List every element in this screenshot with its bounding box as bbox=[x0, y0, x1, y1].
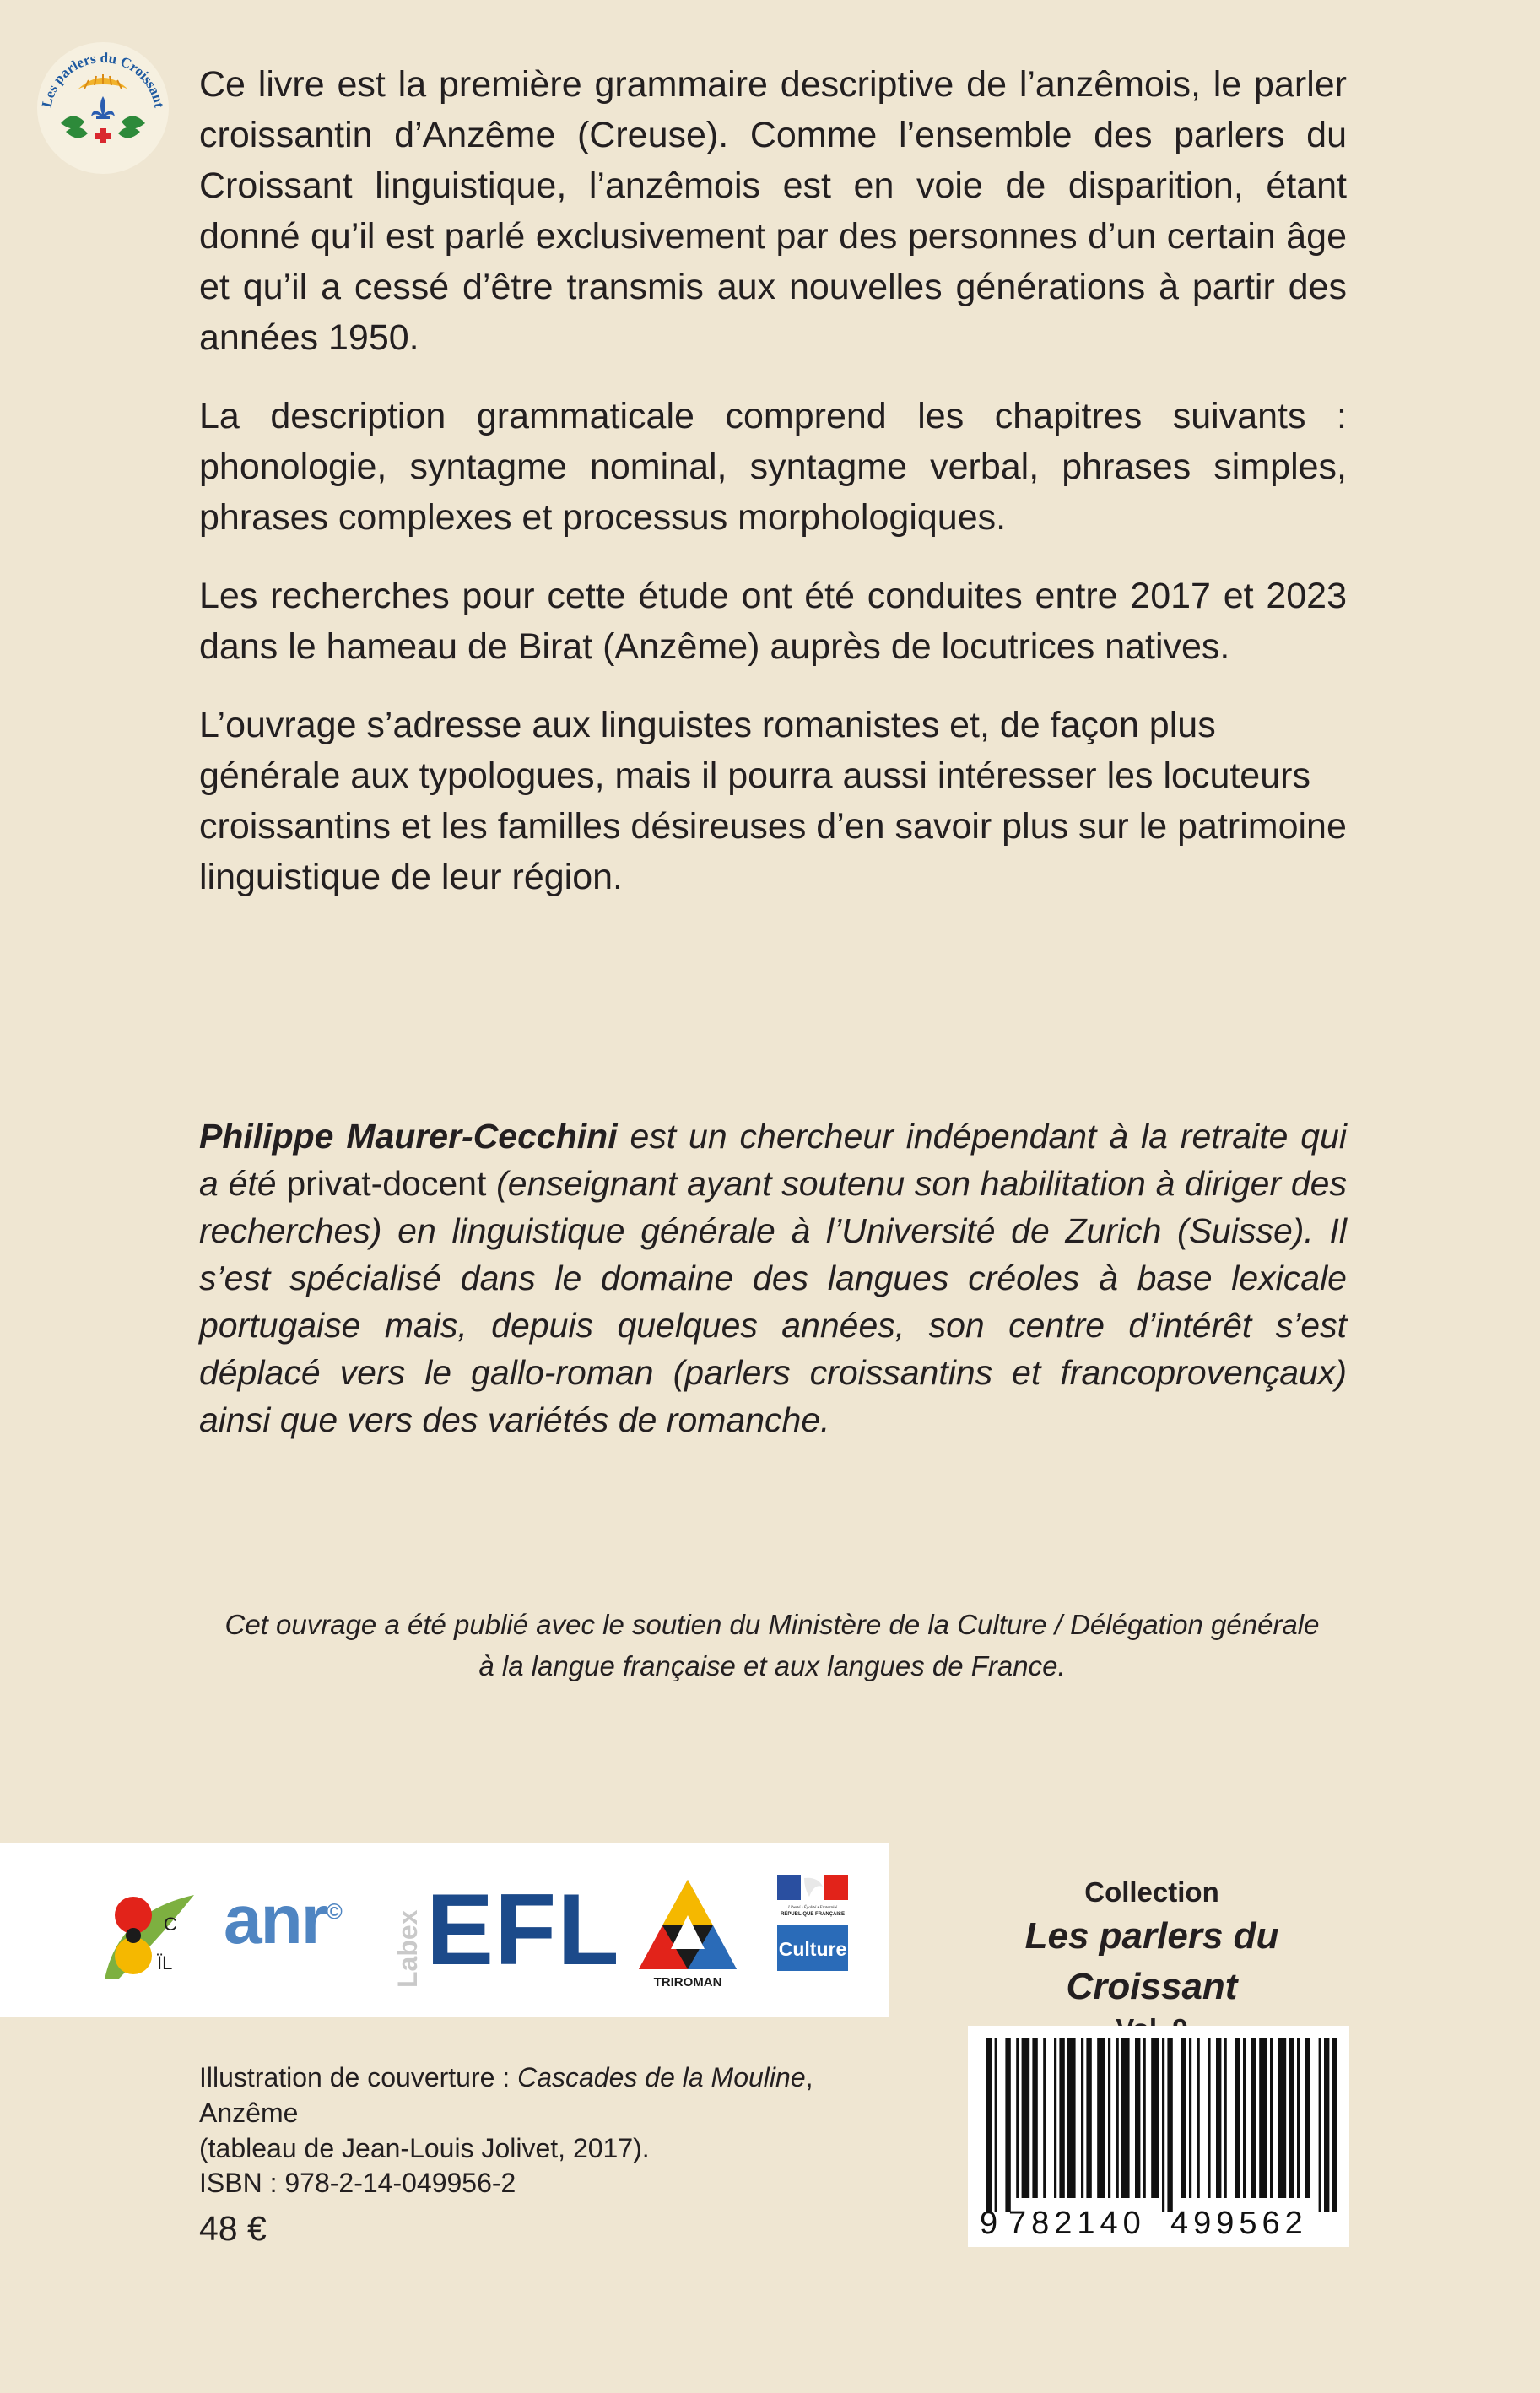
credit-suffix: , Anzême bbox=[199, 2062, 813, 2128]
barcode-bar bbox=[1208, 2038, 1210, 2198]
barcode-bar bbox=[1181, 2038, 1186, 2198]
barcode-bar bbox=[1216, 2038, 1221, 2198]
cover-credits bbox=[199, 2060, 891, 2166]
barcode-bar bbox=[1235, 2038, 1240, 2198]
barcode-left-digits: 782140 bbox=[1008, 2206, 1146, 2241]
isbn: ISBN : 978-2-14-049956-2 bbox=[199, 2168, 516, 2198]
bio-text: est un chercheur indépendant à la retraite qui a été bbox=[199, 1117, 1347, 1203]
barcode-bar bbox=[1278, 2038, 1287, 2198]
barcode-bar bbox=[1189, 2038, 1191, 2198]
logo-ring-text: Les parlers du Croissant bbox=[38, 49, 168, 110]
barcode-bar bbox=[1251, 2038, 1256, 2198]
support-line: Cet ouvrage a été publié avec le soutien du Ministère de la Culture / Délégation générale bbox=[224, 1609, 1320, 1640]
efl-logo: EFL bbox=[426, 1873, 620, 1986]
barcode-bar bbox=[1032, 2038, 1037, 2198]
price: 48 € bbox=[199, 2209, 267, 2248]
barcode-bar bbox=[1086, 2038, 1091, 2198]
triroman-text: TRIROMAN bbox=[653, 1975, 722, 1990]
anr-text: anr bbox=[224, 1881, 327, 1958]
isbn-barcode bbox=[968, 2026, 1349, 2247]
description-paragraph: La description grammaticale comprend les chapitres suivants : phonologie, syntagme nominal, syntagme verbal, phrases simples, phrases complexes et processus morphologiques. bbox=[199, 396, 1347, 538]
barcode-bar bbox=[1259, 2038, 1267, 2198]
culture-ministry-logo bbox=[770, 1875, 855, 1980]
barcode-bar bbox=[1108, 2038, 1110, 2198]
bio-title: privat-docent bbox=[286, 1164, 487, 1203]
barcode-bar bbox=[1054, 2038, 1056, 2198]
barcode-bar bbox=[1116, 2038, 1119, 2198]
croissant-fleur-de-lis-emblem-icon bbox=[35, 41, 170, 176]
barcode-bar bbox=[1167, 2038, 1172, 2212]
ocil-c: C bbox=[164, 1914, 177, 1935]
barcode-bar bbox=[1151, 2038, 1159, 2198]
author-name: Philippe Maurer-Cecchini bbox=[199, 1117, 618, 1156]
barcode-bar bbox=[1297, 2038, 1300, 2198]
partner-logos bbox=[0, 1843, 889, 2017]
barcode-bar bbox=[1097, 2038, 1105, 2198]
anr-logo bbox=[224, 1881, 341, 1960]
barcode-bar bbox=[1143, 2038, 1146, 2198]
credit-line-2: (tableau de Jean-Louis Jolivet, 2017). bbox=[199, 2133, 650, 2163]
description-paragraph: Les recherches pour cette étude ont été conduites entre 2017 et 2023 dans le hameau de Birat (Anzême) auprès de locutrices natives. bbox=[199, 576, 1347, 667]
barcode-bar bbox=[1043, 2038, 1046, 2198]
barcode-bar bbox=[1319, 2038, 1321, 2212]
barcode-bar bbox=[1305, 2038, 1310, 2198]
barcode-bar bbox=[1324, 2038, 1329, 2212]
barcode-bar bbox=[995, 2038, 997, 2212]
culture-motto: Liberté • Égalité • Fraternité bbox=[788, 1906, 837, 1910]
barcode-bar bbox=[1270, 2038, 1273, 2198]
culture-republic: RÉPUBLIQUE FRANÇAISE bbox=[780, 1912, 846, 1917]
barcode-bar bbox=[1162, 2038, 1164, 2212]
credit-artwork-title: Cascades de la Mouline bbox=[517, 2062, 806, 2093]
triroman-logo bbox=[629, 1875, 747, 1993]
collection-info bbox=[945, 1874, 1359, 2046]
barcode-bar bbox=[1135, 2038, 1140, 2198]
credit-prefix: Illustration de couverture : bbox=[199, 2062, 518, 2093]
labex-label bbox=[386, 1893, 429, 1995]
barcode-bar bbox=[1243, 2038, 1246, 2198]
ocil-il: ÏL bbox=[157, 1952, 173, 1973]
barcode-bar bbox=[1197, 2038, 1200, 2198]
barcode-bar bbox=[1121, 2038, 1130, 2198]
barcode-bar bbox=[1081, 2038, 1083, 2198]
barcode-bar bbox=[1332, 2038, 1337, 2212]
ocil-logo bbox=[101, 1878, 203, 1988]
barcode-bar bbox=[1224, 2038, 1227, 2198]
barcode-bar bbox=[1067, 2038, 1076, 2198]
barcode-right-digits: 499562 bbox=[1170, 2206, 1308, 2241]
author-bio bbox=[199, 1113, 1347, 1443]
bio-text: (enseignant ayant soutenu son habilitation à diriger des recherches) en linguistique générale à l’Université de Zurich (Suisse). Il s’est spécialisé dans le domaine des langues créoles à base lexicale portugaise mais, depuis quelques années, son centre d’intérêt s’est déplacé vers le gallo-roman (parlers croissantins et francoprovençaux) ainsi que vers des variétés de romanche. bbox=[199, 1164, 1347, 1439]
barcode-bar bbox=[1005, 2038, 1010, 2212]
collection-title: Les parlers du Croissant bbox=[1024, 1915, 1279, 2007]
support-line: à la langue française et aux langues de France. bbox=[478, 1650, 1066, 1681]
barcode-bar bbox=[1289, 2038, 1294, 2198]
barcode-first-digit: 9 bbox=[980, 2206, 998, 2241]
culture-label: Culture bbox=[778, 1938, 847, 1960]
barcode-bar bbox=[1022, 2038, 1030, 2198]
labex-text: Labex bbox=[392, 1909, 423, 1988]
barcode-bar bbox=[1016, 2038, 1019, 2198]
barcode-bar bbox=[1059, 2038, 1064, 2198]
barcode-bar bbox=[986, 2038, 992, 2212]
collection-label: Collection bbox=[1084, 1876, 1219, 1908]
book-description bbox=[199, 59, 1347, 930]
description-paragraph: Ce livre est la première grammaire descriptive de l’anzêmois, le parler croissantin d’Anzême (Creuse). Comme l’ensemble des parlers du Croissant linguistique, l’anzêmois est en voie de disparition, étant donné qu’il est parlé exclusivement par des personnes d’un certain âge et qu’il a cessé d’être transmis aux nouvelles générations à partir des années 1950. bbox=[199, 64, 1347, 358]
description-paragraph: L’ouvrage s’adresse aux linguistes romanistes et, de façon plus générale aux typologues, mais il pourra aussi intéresser les locuteurs croissantins et les familles désireuses d’en savoir plus sur le patrimoine linguistique de leur région. bbox=[199, 705, 1347, 897]
support-note bbox=[169, 1604, 1375, 1686]
anr-mark: © bbox=[326, 1898, 341, 1925]
